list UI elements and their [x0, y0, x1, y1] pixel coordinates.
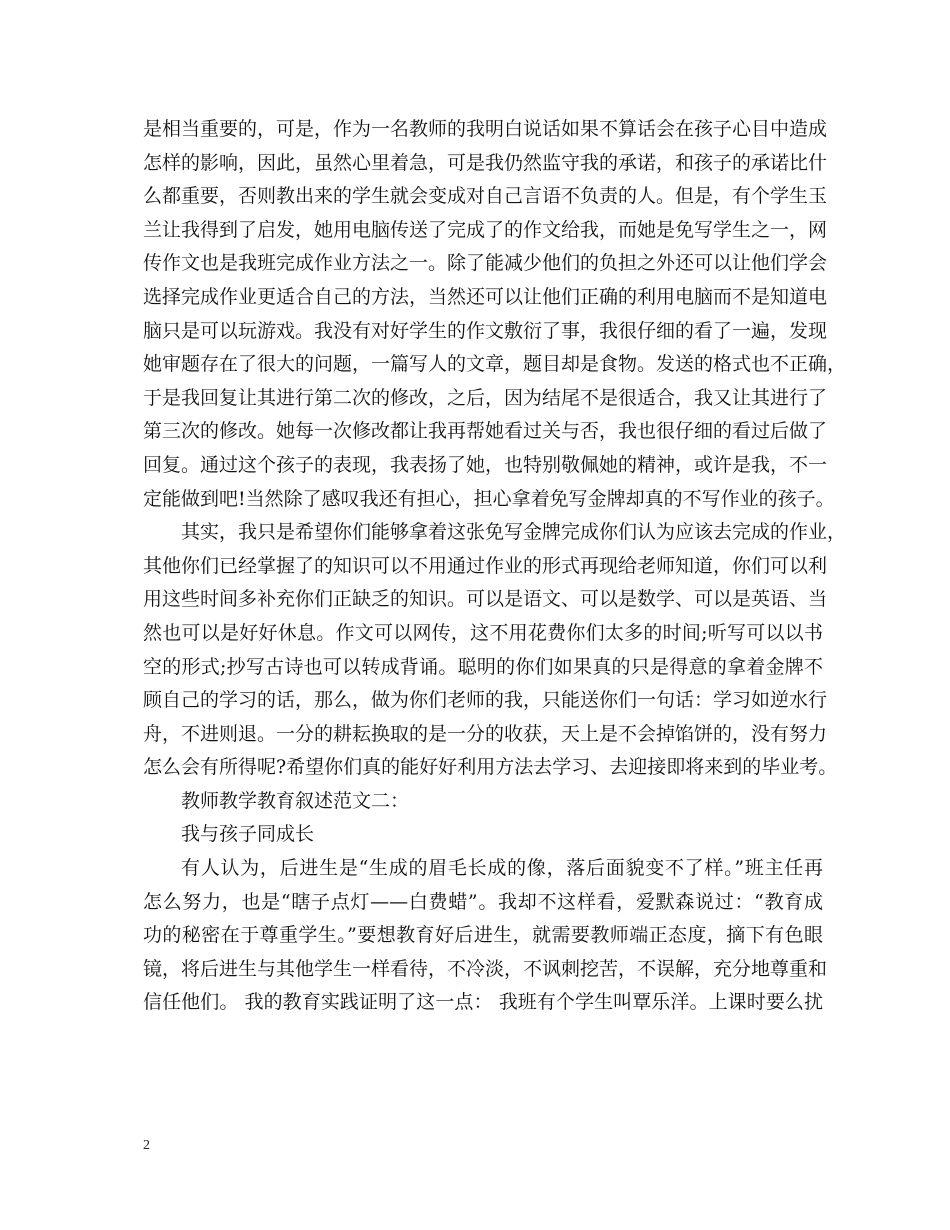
text-line: 功的秘密在于尊重学生。”要想教育好后进生，就需要教师端正态度，摘下有色眼 [143, 924, 823, 947]
text-line: 传作文也是我班完成作业方法之一。除了能减少他们的负担之外还可以让他们学会 [143, 252, 828, 275]
text-line: 脑只是可以玩游戏。我没有对好学生的作文敷衍了事，我很仔细的看了一遍，发现 [143, 319, 828, 342]
text-line: 第三次的修改。她每一次修改都让我再帮她看过关与否，我也很仔细的看过后做了 [143, 420, 828, 443]
text-line: 是相当重要的，可是，作为一名教师的我明白说话如果不算话会在孩子心目中造成 [143, 118, 828, 140]
text-line: 空的形式;抄写古诗也可以转成背诵。聪明的你们如果真的只是得意的拿着金牌不 [143, 655, 823, 678]
text-line: 其实，我只是希望你们能够拿着这张免写金牌完成你们认为应该去完成的作业， [181, 521, 847, 544]
text-line: 选择完成作业更适合自己的方法，当然还可以让他们正确的利用电脑而不是知道电 [143, 285, 828, 308]
text-line: 有人认为，后进生是“生成的眉毛长成的像，落后面貌变不了样。”班主任再 [181, 857, 823, 880]
text-line: 怎么会有所得呢?希望你们真的能好好利用方法去学习、去迎接即将来到的毕业考。 [143, 756, 838, 779]
text-line: 其他你们已经掌握了的知识可以不用通过作业的形式再现给老师知道，你们可以利 [143, 554, 828, 577]
text-line: 怎样的影响，因此，虽然心里着急，可是我仍然监守我的承诺，和孩子的承诺比什 [143, 151, 828, 174]
text-line: 然也可以是好好休息。作文可以网传，这不用花费你们太多的时间;听写可以以书 [143, 621, 823, 644]
text-line: 于是我回复让其进行第二次的修改，之后，因为结尾不是很适合，我又让其进行了 [143, 386, 828, 409]
text-line: 么都重要，否则教出来的学生就会变成对自己言语不负责的人。但是，有个学生玉 [143, 185, 828, 208]
text-line: 顾自己的学习的话，那么，做为你们老师的我，只能送你们一句话：学习如逆水行 [143, 689, 828, 712]
text-line: 用这些时间多补充你们正缺乏的知识。可以是语文、可以是数学、可以是英语、当 [143, 588, 828, 611]
text-line: 回复。通过这个孩子的表现，我表扬了她，也特别敬佩她的精神，或许是我，不一 [143, 453, 828, 476]
page-number: 2 [143, 1138, 150, 1153]
text-line: 信任他们。 我的教育实践证明了这一点： 我班有个学生叫覃乐洋。上课时要么扰 [143, 991, 823, 1014]
text-line: 定能做到吧!当然除了感叹我还有担心，担心拿着免写金牌却真的不写作业的孩子。 [143, 487, 835, 510]
text-line: 镜，将后进生与其他学生一样看待，不冷淡，不讽刺挖苦，不误解，充分地尊重和 [143, 957, 828, 980]
body-text [143, 113, 847, 1020]
text-line: 怎么努力，也是“瞎子点灯——白费蜡”。我却不这样看，爱默森说过：“教育成 [143, 890, 823, 913]
text-line: 教师教学教育叙述范文二： [181, 789, 410, 812]
text-line: 我与孩子同成长 [181, 823, 315, 846]
text-line: 兰让我得到了启发，她用电脑传送了完成了的作文给我，而她是免写学生之一，网 [143, 218, 828, 241]
text-line: 舟，不进则退。一分的耕耘换取的是一分的收获，天上是不会掉馅饼的，没有努力 [143, 722, 828, 745]
text-line: 她审题存在了很大的问题，一篇写人的文章，题目却是食物。发送的格式也不正确， [143, 353, 847, 376]
